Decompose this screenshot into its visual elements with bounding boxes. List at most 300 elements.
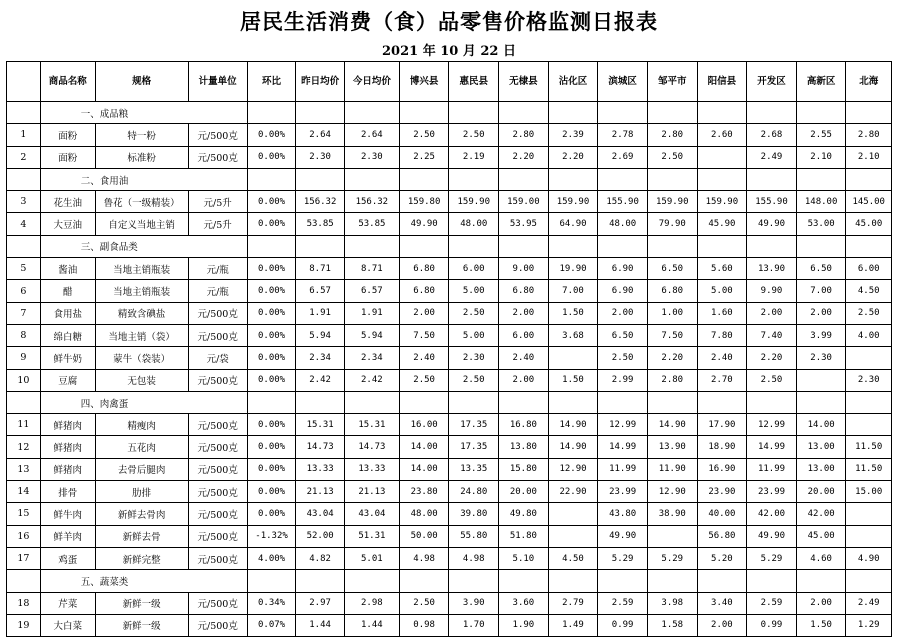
price-cell: 5.60 [697, 258, 747, 280]
unit-cell: 元/瓶 [188, 258, 247, 280]
price-cell: 48.00 [598, 213, 648, 235]
column-header: 今日均价 [344, 62, 399, 102]
price-cell: 2.00 [697, 614, 747, 636]
category-blank-cell [344, 570, 399, 592]
price-cell: 14.90 [647, 414, 697, 436]
price-cell: 145.00 [846, 191, 892, 213]
price-cell: 16.00 [399, 414, 449, 436]
price-cell: 43.04 [296, 503, 345, 525]
price-cell: 7.50 [399, 324, 449, 346]
category-blank-cell [449, 168, 499, 190]
price-cell: 9.00 [499, 258, 549, 280]
price-cell: 2.49 [747, 146, 797, 168]
category-row [7, 168, 892, 190]
price-cell: 2.64 [344, 124, 399, 146]
price-cell: 2.00 [796, 302, 846, 324]
price-cell: 17.90 [697, 414, 747, 436]
product-name-cell: 花生油 [40, 191, 95, 213]
spec-cell: 新鲜一级 [95, 592, 188, 614]
category-blank-cell [747, 168, 797, 190]
category-blank-cell [399, 391, 449, 413]
price-cell: 49.90 [747, 213, 797, 235]
price-cell: 2.80 [499, 124, 549, 146]
category-blank-cell [796, 570, 846, 592]
unit-cell: 元/500克 [188, 458, 247, 480]
category-blank-cell [7, 235, 41, 257]
price-cell: 2.64 [296, 124, 345, 146]
spec-cell: 当地主销（袋） [95, 324, 188, 346]
price-cell: 1.50 [796, 614, 846, 636]
category-blank-cell [499, 570, 549, 592]
price-cell [548, 525, 598, 547]
price-cell: 9.90 [747, 280, 797, 302]
unit-cell: 元/500克 [188, 436, 247, 458]
spec-cell: 新鲜去骨肉 [95, 503, 188, 525]
price-cell: 2.50 [399, 369, 449, 391]
unit-cell: 元/500克 [188, 481, 247, 503]
price-cell: 2.69 [598, 146, 648, 168]
column-header: 环比 [247, 62, 296, 102]
price-cell: 12.90 [548, 458, 598, 480]
price-cell [846, 525, 892, 547]
price-cell: 2.00 [796, 592, 846, 614]
price-cell: 4.82 [296, 547, 345, 569]
price-cell: 6.90 [598, 258, 648, 280]
price-cell: 42.00 [796, 503, 846, 525]
price-cell: 79.90 [647, 213, 697, 235]
category-blank-cell [747, 391, 797, 413]
row-index-cell: 3 [7, 191, 41, 213]
price-cell: 14.00 [399, 436, 449, 458]
table-row [7, 124, 892, 146]
spec-cell: 五花肉 [95, 436, 188, 458]
table-row [7, 302, 892, 324]
row-index-cell: 14 [7, 481, 41, 503]
category-blank-cell [548, 391, 598, 413]
category-blank-cell [7, 102, 41, 124]
price-cell: 50.00 [399, 525, 449, 547]
price-cell: 2.80 [647, 124, 697, 146]
price-cell: 6.80 [399, 258, 449, 280]
price-cell: 45.00 [796, 525, 846, 547]
price-cell: 2.59 [747, 592, 797, 614]
column-header: 规格 [95, 62, 188, 102]
column-header: 无棣县 [499, 62, 549, 102]
category-blank-cell [598, 570, 648, 592]
price-cell: 49.90 [399, 213, 449, 235]
column-header: 开发区 [747, 62, 797, 102]
price-cell: 2.49 [846, 592, 892, 614]
price-cell: 40.00 [697, 503, 747, 525]
price-cell: 2.40 [697, 347, 747, 369]
row-index-cell: 4 [7, 213, 41, 235]
unit-cell: 元/500克 [188, 592, 247, 614]
category-blank-cell [846, 235, 892, 257]
price-cell: 6.50 [796, 258, 846, 280]
product-name-cell: 醋 [40, 280, 95, 302]
price-cell: 0.00% [247, 280, 296, 302]
price-cell: 8.71 [296, 258, 345, 280]
category-label: 五、蔬菜类 [40, 570, 247, 592]
price-cell: 14.73 [296, 436, 345, 458]
price-cell: 13.33 [344, 458, 399, 480]
category-blank-cell [697, 235, 747, 257]
category-blank-cell [344, 235, 399, 257]
table-row [7, 347, 892, 369]
row-index-cell: 16 [7, 525, 41, 547]
price-cell: 2.30 [796, 347, 846, 369]
price-cell: 6.57 [296, 280, 345, 302]
price-cell: 11.90 [647, 458, 697, 480]
price-cell: 17.35 [449, 436, 499, 458]
spec-cell: 当地主销瓶装 [95, 280, 188, 302]
price-cell: 53.00 [796, 213, 846, 235]
price-cell: 0.00% [247, 436, 296, 458]
price-cell: 53.85 [296, 213, 345, 235]
price-cell: 17.35 [449, 414, 499, 436]
price-cell: 0.99 [598, 614, 648, 636]
price-cell: 15.31 [344, 414, 399, 436]
price-cell: -1.32% [247, 525, 296, 547]
table-row [7, 503, 892, 525]
category-blank-cell [344, 391, 399, 413]
price-cell: 2.98 [344, 592, 399, 614]
price-cell: 2.20 [548, 146, 598, 168]
price-cell: 0.00% [247, 458, 296, 480]
spec-cell: 精致含碘盐 [95, 302, 188, 324]
price-cell: 155.90 [598, 191, 648, 213]
unit-cell: 元/瓶 [188, 280, 247, 302]
price-cell: 4.90 [846, 547, 892, 569]
price-cell: 2.19 [449, 146, 499, 168]
category-blank-cell [796, 168, 846, 190]
price-cell: 159.80 [399, 191, 449, 213]
price-cell: 2.00 [399, 302, 449, 324]
price-cell: 2.30 [846, 369, 892, 391]
row-index-cell: 11 [7, 414, 41, 436]
price-cell: 48.00 [399, 503, 449, 525]
price-cell: 159.90 [647, 191, 697, 213]
price-cell: 2.39 [548, 124, 598, 146]
price-cell: 2.30 [449, 347, 499, 369]
price-cell: 0.00% [247, 503, 296, 525]
price-cell: 5.01 [344, 547, 399, 569]
price-cell: 2.50 [399, 592, 449, 614]
price-cell: 53.85 [344, 213, 399, 235]
product-name-cell: 鲜牛肉 [40, 503, 95, 525]
category-blank-cell [449, 570, 499, 592]
category-blank-cell [548, 570, 598, 592]
price-cell: 19.90 [548, 258, 598, 280]
price-cell [796, 369, 846, 391]
category-blank-cell [499, 391, 549, 413]
spec-cell: 肋排 [95, 481, 188, 503]
price-cell: 155.90 [747, 191, 797, 213]
price-cell: 1.90 [499, 614, 549, 636]
price-cell: 1.29 [846, 614, 892, 636]
category-blank-cell [449, 235, 499, 257]
price-cell: 14.90 [548, 414, 598, 436]
unit-cell: 元/500克 [188, 324, 247, 346]
table-row [7, 436, 892, 458]
price-cell: 2.68 [747, 124, 797, 146]
category-blank-cell [598, 168, 648, 190]
price-cell: 2.50 [647, 146, 697, 168]
spec-cell: 去骨后腿肉 [95, 458, 188, 480]
category-blank-cell [598, 391, 648, 413]
price-cell: 3.40 [697, 592, 747, 614]
category-label: 三、副食品类 [40, 235, 247, 257]
column-header: 惠民县 [449, 62, 499, 102]
price-cell: 2.59 [598, 592, 648, 614]
price-cell: 7.40 [747, 324, 797, 346]
price-cell: 5.29 [647, 547, 697, 569]
category-blank-cell [548, 102, 598, 124]
price-cell: 2.34 [296, 347, 345, 369]
category-blank-cell [647, 391, 697, 413]
price-cell: 1.91 [296, 302, 345, 324]
price-cell: 3.90 [449, 592, 499, 614]
price-cell: 2.97 [296, 592, 345, 614]
price-cell: 0.00% [247, 414, 296, 436]
column-header: 计量单位 [188, 62, 247, 102]
product-name-cell: 大豆油 [40, 213, 95, 235]
price-cell: 1.60 [697, 302, 747, 324]
price-cell: 15.31 [296, 414, 345, 436]
price-cell: 0.07% [247, 614, 296, 636]
price-cell: 2.30 [344, 146, 399, 168]
price-cell: 0.00% [247, 124, 296, 146]
row-index-cell: 7 [7, 302, 41, 324]
price-cell: 45.90 [697, 213, 747, 235]
price-cell: 21.13 [296, 481, 345, 503]
category-blank-cell [344, 102, 399, 124]
unit-cell: 元/5升 [188, 213, 247, 235]
price-cell: 0.00% [247, 146, 296, 168]
unit-cell: 元/袋 [188, 347, 247, 369]
category-blank-cell [697, 570, 747, 592]
product-name-cell: 大白菜 [40, 614, 95, 636]
price-cell: 2.40 [399, 347, 449, 369]
table-row [7, 146, 892, 168]
price-cell: 0.00% [247, 481, 296, 503]
row-index-cell: 12 [7, 436, 41, 458]
price-cell: 0.00% [247, 213, 296, 235]
price-cell: 13.90 [747, 258, 797, 280]
category-row [7, 235, 892, 257]
price-cell: 5.94 [296, 324, 345, 346]
price-cell: 2.10 [796, 146, 846, 168]
column-header: 沾化区 [548, 62, 598, 102]
row-index-cell: 15 [7, 503, 41, 525]
product-name-cell: 鲜猪肉 [40, 458, 95, 480]
table-row [7, 369, 892, 391]
category-blank-cell [449, 102, 499, 124]
product-name-cell: 食用盐 [40, 302, 95, 324]
row-index-cell: 19 [7, 614, 41, 636]
price-cell: 14.90 [548, 436, 598, 458]
category-blank-cell [747, 102, 797, 124]
category-blank-cell [399, 168, 449, 190]
price-cell: 20.00 [796, 481, 846, 503]
price-cell: 1.00 [647, 302, 697, 324]
price-cell: 4.98 [449, 547, 499, 569]
category-blank-cell [548, 168, 598, 190]
price-cell: 39.80 [449, 503, 499, 525]
price-cell: 38.90 [647, 503, 697, 525]
price-cell: 49.90 [747, 525, 797, 547]
price-cell: 4.50 [846, 280, 892, 302]
table-row [7, 414, 892, 436]
price-cell: 51.80 [499, 525, 549, 547]
price-cell: 7.80 [697, 324, 747, 346]
column-header: 滨城区 [598, 62, 648, 102]
price-cell: 0.00% [247, 347, 296, 369]
unit-cell: 元/5升 [188, 191, 247, 213]
category-blank-cell [598, 102, 648, 124]
price-cell: 159.90 [548, 191, 598, 213]
price-cell: 2.20 [647, 347, 697, 369]
category-blank-cell [399, 102, 449, 124]
price-cell: 2.34 [344, 347, 399, 369]
table-row [7, 280, 892, 302]
price-cell: 56.80 [697, 525, 747, 547]
price-cell: 2.79 [548, 592, 598, 614]
price-cell: 1.50 [548, 369, 598, 391]
price-cell: 148.00 [796, 191, 846, 213]
table-row [7, 614, 892, 636]
price-cell: 13.35 [449, 458, 499, 480]
price-cell: 6.00 [846, 258, 892, 280]
category-blank-cell [697, 102, 747, 124]
price-cell: 0.34% [247, 592, 296, 614]
table-row [7, 525, 892, 547]
price-cell: 15.80 [499, 458, 549, 480]
price-cell: 6.57 [344, 280, 399, 302]
price-cell: 4.50 [548, 547, 598, 569]
price-cell: 7.00 [796, 280, 846, 302]
price-cell: 3.98 [647, 592, 697, 614]
table-row [7, 547, 892, 569]
price-cell [846, 414, 892, 436]
unit-cell: 元/500克 [188, 414, 247, 436]
category-blank-cell [747, 570, 797, 592]
category-row [7, 102, 892, 124]
price-cell: 6.80 [499, 280, 549, 302]
table-row [7, 191, 892, 213]
price-cell: 14.99 [598, 436, 648, 458]
price-cell: 2.20 [499, 146, 549, 168]
row-index-cell: 5 [7, 258, 41, 280]
category-blank-cell [796, 391, 846, 413]
unit-cell: 元/500克 [188, 614, 247, 636]
price-cell: 16.80 [499, 414, 549, 436]
price-cell: 13.80 [499, 436, 549, 458]
price-cell: 159.90 [697, 191, 747, 213]
category-blank-cell [399, 570, 449, 592]
spec-cell: 无包装 [95, 369, 188, 391]
price-cell [548, 503, 598, 525]
price-cell: 49.90 [598, 525, 648, 547]
unit-cell: 元/500克 [188, 124, 247, 146]
category-blank-cell [548, 235, 598, 257]
product-name-cell: 排骨 [40, 481, 95, 503]
category-blank-cell [499, 168, 549, 190]
category-blank-cell [647, 235, 697, 257]
price-cell: 2.00 [499, 302, 549, 324]
category-blank-cell [247, 391, 296, 413]
price-cell: 2.20 [747, 347, 797, 369]
price-cell: 5.94 [344, 324, 399, 346]
price-cell: 14.00 [796, 414, 846, 436]
price-cell: 12.90 [647, 481, 697, 503]
category-blank-cell [598, 235, 648, 257]
category-blank-cell [796, 102, 846, 124]
table-row [7, 592, 892, 614]
row-index-cell: 9 [7, 347, 41, 369]
column-header [7, 62, 41, 102]
price-cell: 6.80 [399, 280, 449, 302]
price-cell [548, 347, 598, 369]
spec-cell: 自定义当地主销 [95, 213, 188, 235]
price-cell: 0.00% [247, 369, 296, 391]
price-cell: 49.80 [499, 503, 549, 525]
category-blank-cell [697, 168, 747, 190]
column-header: 阳信县 [697, 62, 747, 102]
unit-cell: 元/500克 [188, 503, 247, 525]
column-header: 昨日均价 [296, 62, 345, 102]
spec-cell: 鲁花（一级精装） [95, 191, 188, 213]
category-label: 四、肉禽蛋 [40, 391, 247, 413]
product-name-cell: 绵白糖 [40, 324, 95, 346]
price-cell [846, 503, 892, 525]
price-cell: 159.00 [499, 191, 549, 213]
price-cell: 23.80 [399, 481, 449, 503]
price-cell: 2.30 [296, 146, 345, 168]
price-cell: 3.99 [796, 324, 846, 346]
price-cell [846, 347, 892, 369]
price-cell: 2.42 [344, 369, 399, 391]
column-header: 高新区 [796, 62, 846, 102]
price-cell: 2.78 [598, 124, 648, 146]
price-cell: 18.90 [697, 436, 747, 458]
price-cell: 24.80 [449, 481, 499, 503]
price-cell: 11.99 [747, 458, 797, 480]
product-name-cell: 鲜牛奶 [40, 347, 95, 369]
row-index-cell: 10 [7, 369, 41, 391]
price-cell: 6.50 [598, 324, 648, 346]
price-cell: 0.00% [247, 258, 296, 280]
unit-cell: 元/500克 [188, 146, 247, 168]
price-cell: 13.00 [796, 436, 846, 458]
price-cell: 22.90 [548, 481, 598, 503]
price-cell: 2.50 [747, 369, 797, 391]
column-header: 邹平市 [647, 62, 697, 102]
row-index-cell: 1 [7, 124, 41, 146]
category-blank-cell [846, 168, 892, 190]
price-cell: 7.50 [647, 324, 697, 346]
table-row [7, 258, 892, 280]
category-blank-cell [247, 168, 296, 190]
price-cell: 52.00 [296, 525, 345, 547]
price-cell: 0.00% [247, 191, 296, 213]
unit-cell: 元/500克 [188, 547, 247, 569]
price-cell: 11.50 [846, 436, 892, 458]
spec-cell: 标准粉 [95, 146, 188, 168]
price-cell: 4.00% [247, 547, 296, 569]
price-cell: 15.00 [846, 481, 892, 503]
price-cell: 2.50 [598, 347, 648, 369]
